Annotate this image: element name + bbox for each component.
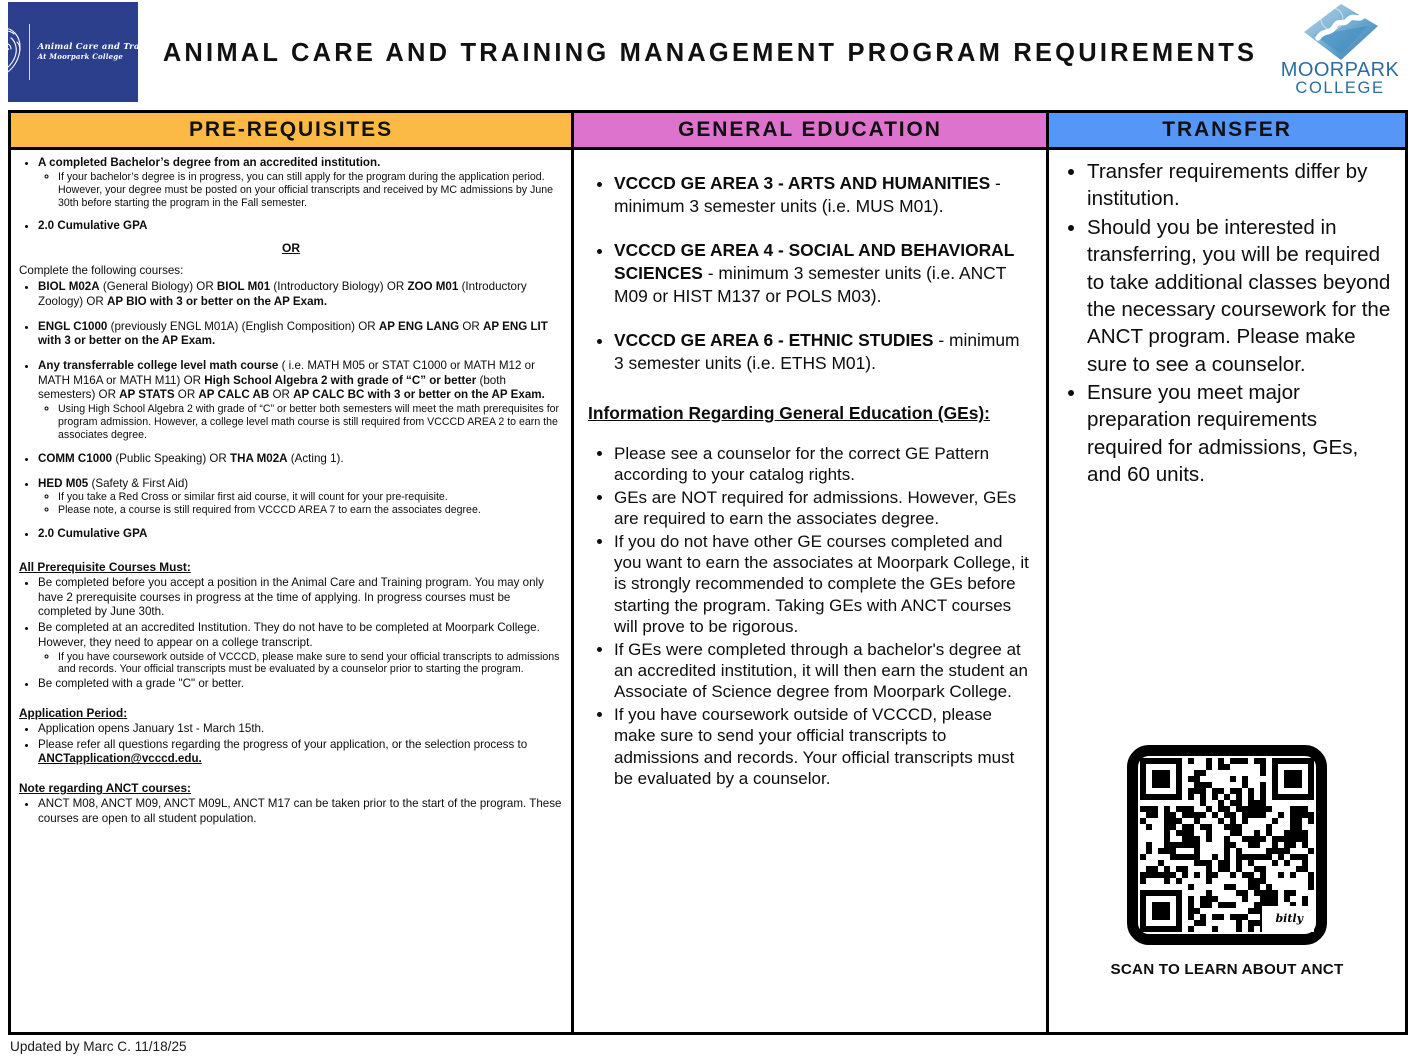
anct-program-logo xyxy=(8,2,166,102)
ge-info-heading: Information Regarding General Education (GEs): xyxy=(588,403,990,424)
list-item: • ENGL C1000 (previously ENGL M01A) (English Composition) OR AP ENG LANG OR AP ENG LIT with 3 or better on the AP Exam. xyxy=(38,320,563,349)
list-item: • Any transferrable college level math course ( i.e. MATH M05 or STAT C1000 or MATH M12 or MATH M16A or MATH M11) OR High School Algebra 2 with grade of “C” or better (both semesters) OR AP STATS OR AP CALC AB OR AP CALC BC with 3 or better on the AP Exam. ◦ Using High School Algebra 2 with grade of “C” or better both semesters will meet the math prerequisites for program admission. However, a college level math course is still required from VCCCD AREA 2 to earn the associates degree. xyxy=(38,359,563,442)
prerequisites-top-list xyxy=(19,156,563,234)
application-period-heading: Application Period: xyxy=(19,706,128,721)
list-item: • Transfer requirements differ by institution. xyxy=(1087,158,1395,213)
list-item: • If you do not have other GE courses completed and you want to earn the associates at Moorpark College, it is strongly recommended to complete the GEs before starting the program. Taking GEs with ANCT courses will prove to be rigorous. xyxy=(614,531,1032,638)
column-transfer xyxy=(1046,110,1408,1035)
list-item: • Should you be interested in transferring, you will be required to take additional classes beyond the necessary coursework for the ANCT program. Please make sure to see a counselor. xyxy=(1087,214,1395,378)
list-item: • BIOL M02A (General Biology) OR BIOL M01 (Introductory Biology) OR ZOO M01 (Introductory Zoology) OR AP BIO with 3 or better on the AP Exam. xyxy=(38,280,563,309)
list-item: • VCCCD GE AREA 3 - ARTS AND HUMANITIES - minimum 3 semester units (i.e. MUS M01). xyxy=(614,172,1032,217)
column-header-general-education: GENERAL EDUCATION xyxy=(574,113,1046,150)
qr-code-block xyxy=(1049,745,1405,978)
list-item: ◦ If you have coursework outside of VCCCD, please make sure to send your official transcripts to admissions and records. Your official transcripts must be evaluated by a counselor prior to starting the program. xyxy=(58,651,563,677)
list-item: ◦ Using High School Algebra 2 with grade of “C” or better both semesters will meet the math prerequisites for program admission. However, a college level math course is still required from VCCCD AREA 2 to earn the associates degree. xyxy=(58,403,563,442)
general-education-content xyxy=(574,150,1046,1032)
moorpark-wordmark xyxy=(1280,60,1400,97)
list-item: • ANCT M08, ANCT M09, ANCT M09L, ANCT M17 can be taken prior to the start of the program. These courses are open to all student population. xyxy=(38,797,563,826)
list-item: ◦ If your bachelor’s degree is in progress, you can still apply for the program during the application period. However, your degree must be posted on your official transcripts and received by MC admissions by June 30th before starting the program in the Fall semester. xyxy=(58,171,563,210)
column-general-education xyxy=(571,110,1049,1035)
anct-logo-line1: Animal Care and Training xyxy=(37,42,166,53)
prerequisite-courses-list xyxy=(19,280,563,542)
page-title: ANIMAL CARE AND TRAINING MANAGEMENT PROGRAM REQUIREMENTS xyxy=(162,38,1258,67)
transfer-content xyxy=(1049,150,1405,1032)
list-item: ◦ If you take a Red Cross or similar first aid course, it will count for your pre-requisite. xyxy=(58,491,563,504)
column-header-transfer: TRANSFER xyxy=(1049,113,1405,150)
list-item: • VCCCD GE AREA 6 - ETHNIC STUDIES - minimum 3 semester units (i.e. ETHS M01). xyxy=(614,329,1032,374)
sub-list xyxy=(38,171,563,210)
column-prerequisites xyxy=(8,110,574,1035)
anct-logo-line2: At Moorpark College xyxy=(37,51,123,61)
qr-brand-label: bitly xyxy=(1275,912,1303,925)
all-prerequisite-must-list xyxy=(19,576,563,692)
list-item: • COMM C1000 (Public Speaking) OR THA M02A (Acting 1). xyxy=(38,452,563,467)
list-item: • A completed Bachelor’s degree from an accredited institution. ◦ If your bachelor’s degree is in progress, you can still apply for the program during the application period. However, your degree must be posted on your official transcripts and received by MC admissions by June 30th before starting the program in the Fall semester. xyxy=(38,156,563,209)
logo-divider xyxy=(29,24,30,80)
list-item: • If you have coursework outside of VCCCD, please make sure to send your official transcripts to admissions and records. Your official transcripts must be evaluated by a counselor. xyxy=(614,704,1032,790)
qr-code[interactable] xyxy=(1127,745,1327,945)
list-item: • 2.0 Cumulative GPA xyxy=(38,219,563,234)
or-divider: OR xyxy=(282,241,300,256)
list-item: • Be completed before you accept a position in the Animal Care and Training program. You may only have 2 prerequisite courses in progress at the time of applying. In progress courses must be completed by June 30th. xyxy=(38,576,563,620)
list-item: • VCCCD GE AREA 4 - SOCIAL AND BEHAVIORAL SCIENCES - minimum 3 semester units (i.e. ANCT M09 or HIST M137 or POLS M03). xyxy=(614,239,1032,307)
moorpark-diamond-mountain-icon xyxy=(1302,2,1380,67)
all-prereq-heading: All Prerequisite Courses Must: xyxy=(19,559,191,574)
list-item: • 2.0 Cumulative GPA xyxy=(38,527,563,542)
list-item: • Ensure you meet major preparation requirements required for admissions, GEs, and 60 units. xyxy=(1087,379,1395,489)
list-item: • Application opens January 1st - March 15th. xyxy=(38,722,563,737)
column-header-prerequisites: PRE-REQUISITES xyxy=(11,113,571,150)
list-item: • Be completed with a grade "C" or better. xyxy=(38,677,563,692)
anct-courses-note-list xyxy=(19,797,563,826)
list-item: • Please see a counselor for the correct GE Pattern according to your catalog rights. xyxy=(614,443,1032,486)
requirements-table xyxy=(8,110,1414,1035)
transfer-bullet-list xyxy=(1059,158,1395,489)
page-header xyxy=(0,0,1422,106)
list-item: • GEs are NOT required for admissions. However, GEs are required to earn the associates degree. xyxy=(614,487,1032,530)
sub-list xyxy=(38,403,563,442)
sub-list xyxy=(38,491,563,517)
list-item: • If GEs were completed through a bachelor's degree at an accredited institution, it will then earn the student an Associate of Science degree from Moorpark College. xyxy=(614,639,1032,703)
moorpark-word-line2: COLLEGE xyxy=(1295,79,1385,97)
qr-code-canvas xyxy=(1140,758,1314,932)
lion-head-icon xyxy=(0,22,25,82)
ge-notes-list xyxy=(588,443,1032,790)
qr-caption: SCAN TO LEARN ABOUT ANCT xyxy=(1110,961,1344,978)
anct-note-heading: Note regarding ANCT courses: xyxy=(19,781,191,796)
moorpark-college-logo xyxy=(1280,2,1400,104)
list-item: • Be completed at an accredited Institution. They do not have to be completed at Moorpark College. However, they need to appear on a college transcript. ◦ If you have coursework outside of VCCCD, please make sure to send your official transcripts to admissions and records. Your official transcripts must be evaluated by a counselor prior to starting the program. xyxy=(38,621,563,676)
moorpark-word-line1: MOORPARK xyxy=(1280,59,1400,81)
list-item: • Please refer all questions regarding the progress of your application, or the selection process to ANCTapplication@vcccd.edu. xyxy=(38,738,563,767)
list-item: • HED M05 (Safety & First Aid) ◦ If you take a Red Cross or similar first aid course, it will count for your pre-requisite. ◦ Please note, a course is still required from VCCCD AREA 7 to earn the associates degree. xyxy=(38,477,563,518)
list-item: ◦ Please note, a course is still required from VCCCD AREA 7 to earn the associates degree. xyxy=(58,504,563,517)
ge-areas-list xyxy=(588,172,1032,374)
complete-courses-label: Complete the following courses: xyxy=(19,264,184,278)
application-period-list xyxy=(19,722,563,767)
sub-list xyxy=(38,651,563,677)
prerequisites-content xyxy=(11,150,571,1032)
footer-updated-text: Updated by Marc C. 11/18/25 xyxy=(10,1039,187,1054)
